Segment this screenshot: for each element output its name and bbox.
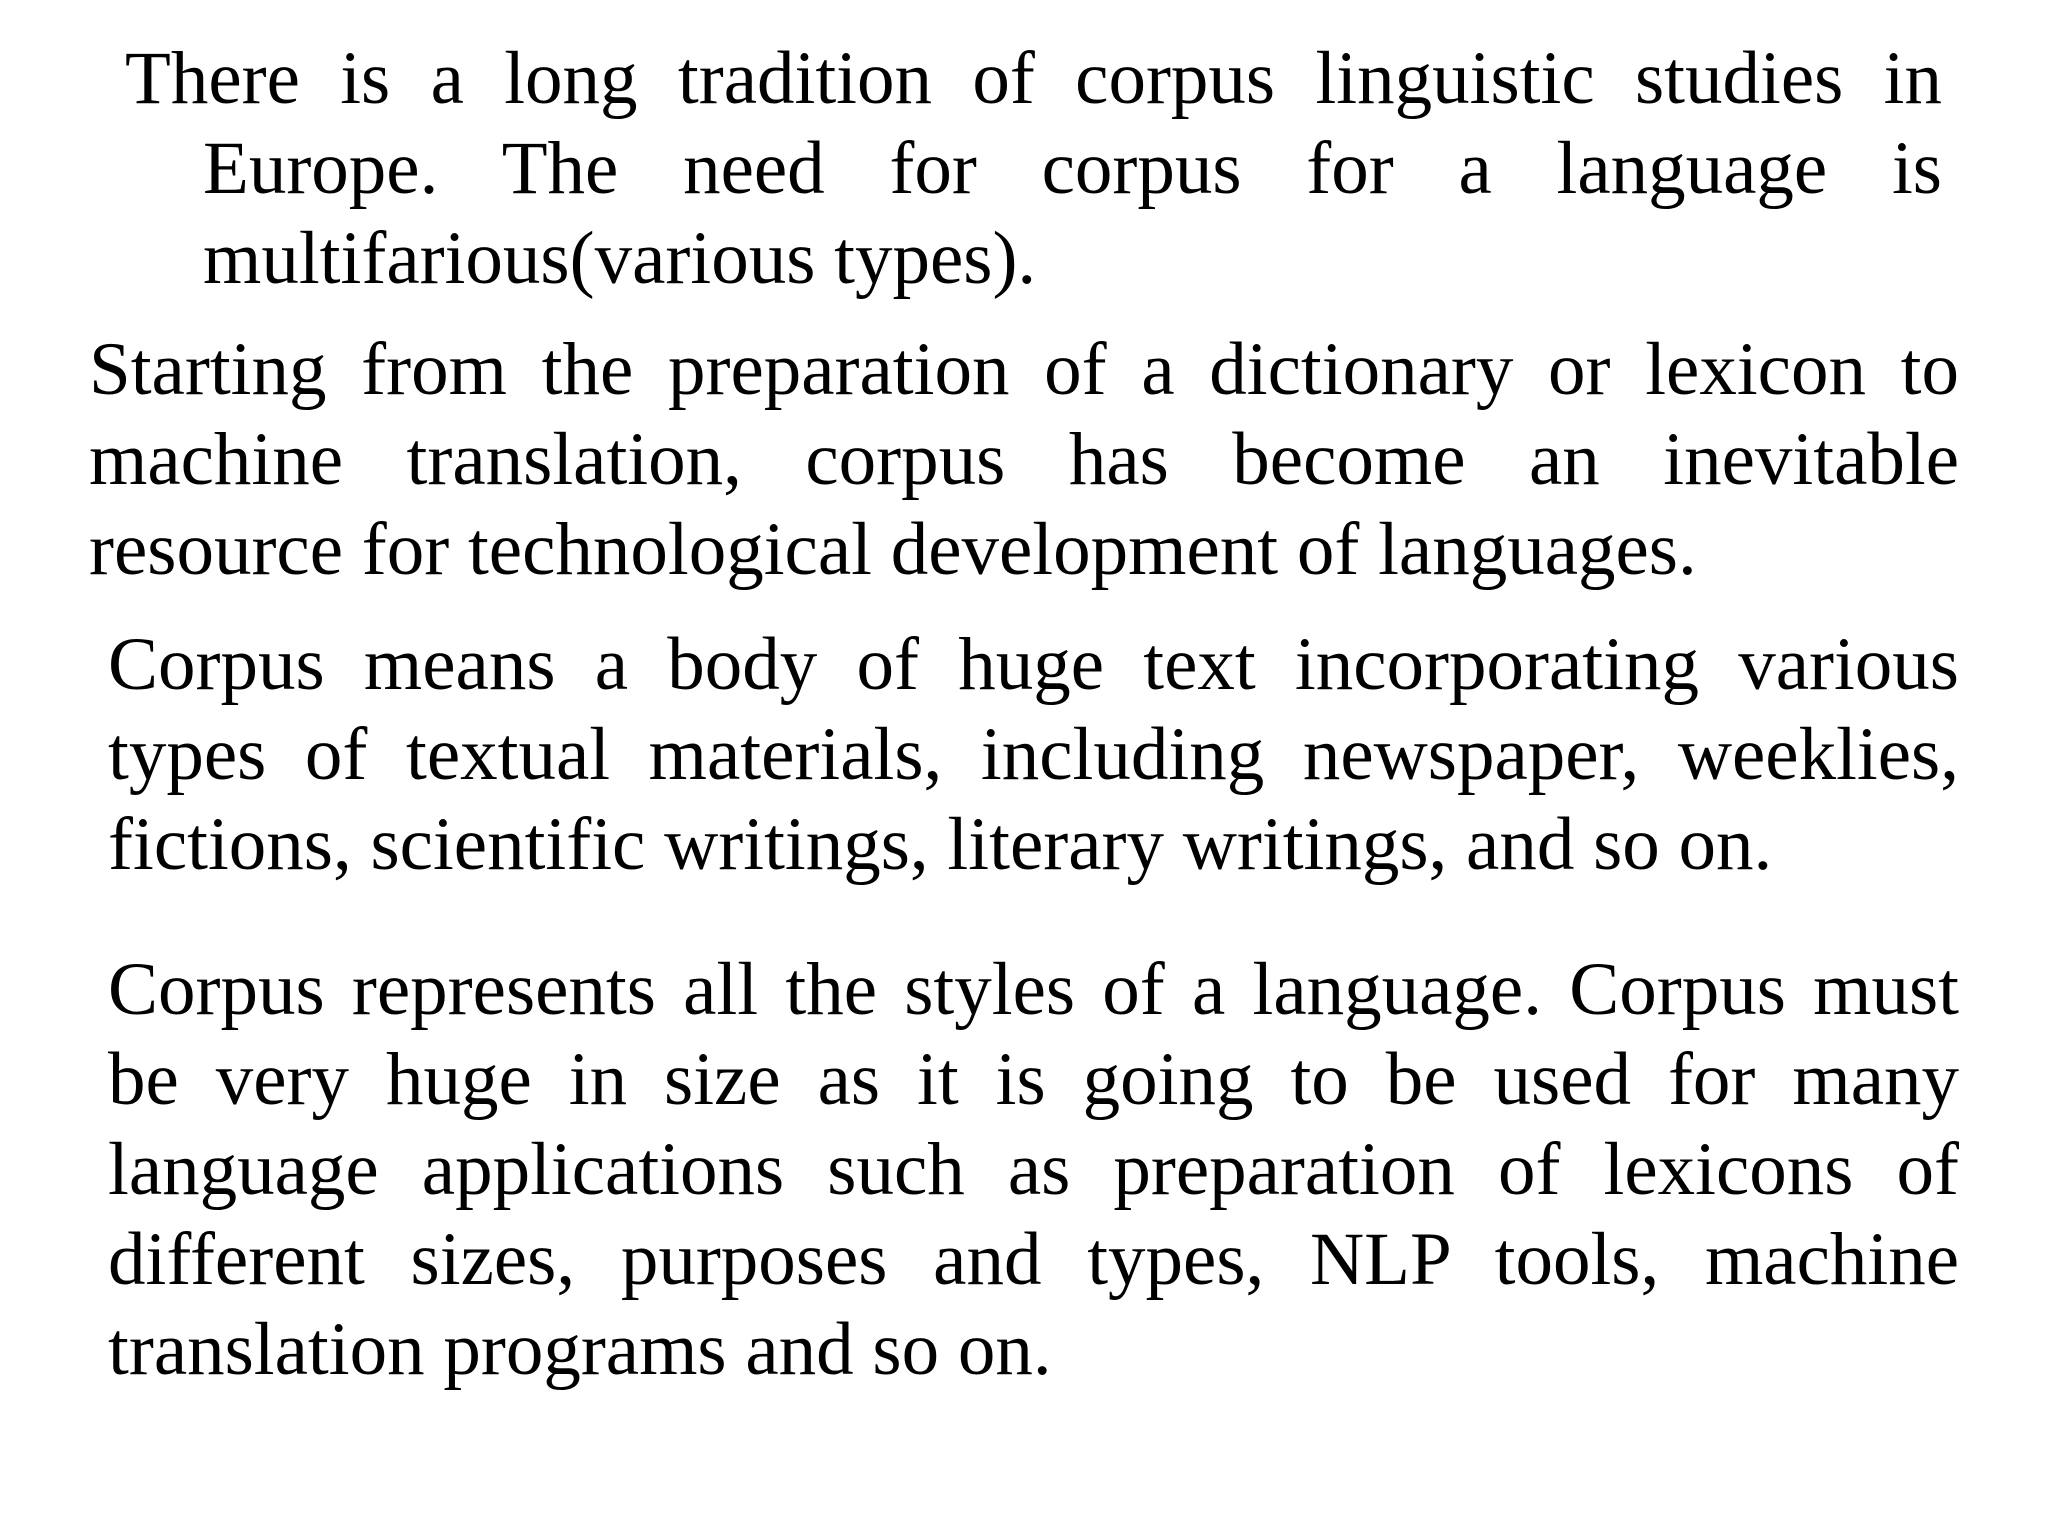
paragraph-corpus-definition: Corpus means a body of huge text incorporating various types of textual materials, including newspaper, weeklies, fictions, scientific writings, literary writings, and so on. [108, 623, 1959, 886]
paragraph-corpus-requirements: Corpus represents all the styles of a language. Corpus must be very huge in size as it is going to be used for many language applications such as preparation of lexicons of different sizes, purposes and types, NLP tools, machine translation programs and so on. [108, 948, 1959, 1391]
paragraph-corpus-uses: Starting from the preparation of a dictionary or lexicon to machine translation, corpus has become an inevitable resource for technological development of languages. [89, 328, 1959, 591]
paragraph-corpus-tradition: There is a long tradition of corpus linguistic studies in Europe. The need for corpus for a language is multifarious(various types). [125, 37, 1942, 300]
